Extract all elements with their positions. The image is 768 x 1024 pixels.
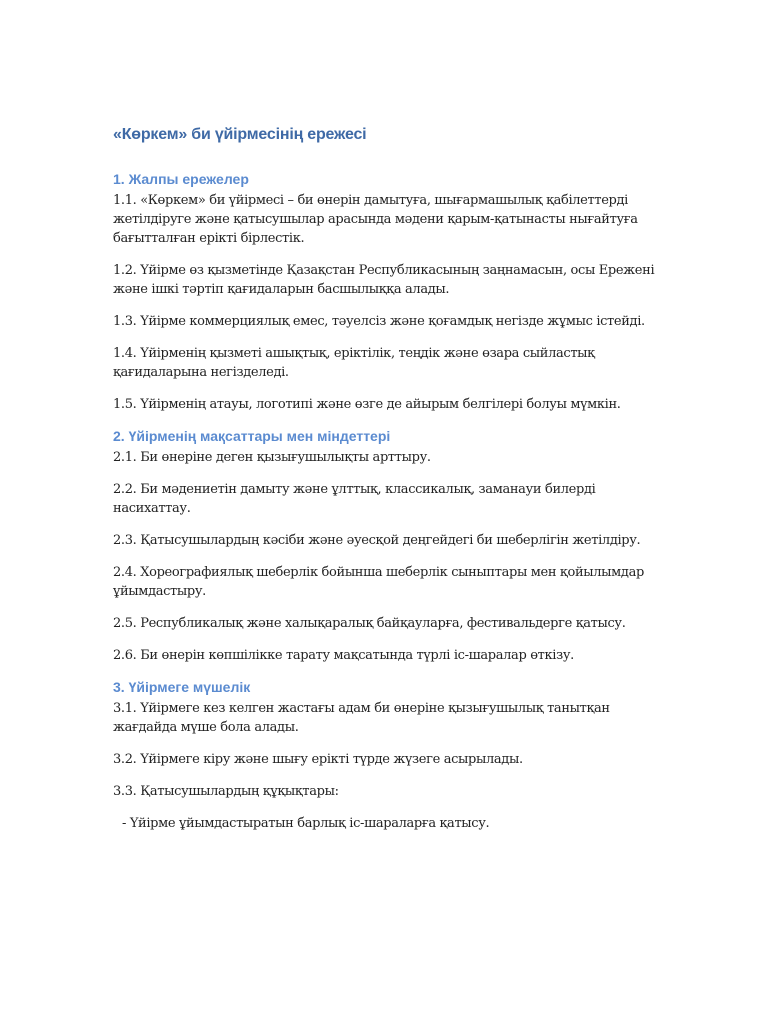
paragraph-2-2: 2.2. Би мәдениетін дамыту және ұлттық, классикалық, заманауи билерді насихаттау.: [113, 482, 596, 516]
paragraph-2-1: 2.1. Би өнеріне деген қызығушылықты арттыру.: [113, 450, 431, 465]
paragraph-3-3: 3.3. Қатысушылардың құқықтары:: [113, 784, 339, 799]
paragraph-1-4: 1.4. Үйірменің қызметі ашықтық, еріктілік, теңдік және өзара сыйластық қағидаларына негізделеді.: [113, 346, 595, 380]
section-membership: [113, 678, 658, 833]
section-goals-and-tasks: [113, 427, 658, 665]
paragraph-3-1: 3.1. Үйірмеге кез келген жастағы адам би өнеріне қызығушылық танытқан жағдайда мүше бола алады.: [113, 701, 610, 735]
paragraph-1-1: 1.1. «Көркем» би үйірмесі – би өнерін дамытуға, шығармашылық қабілеттерді жетілдіруге және қатысушылар арасында мәдени қарым-қатынасты нығайтуға бағытталған ерікті бірлестік.: [113, 193, 638, 246]
paragraph-1-5: 1.5. Үйірменің атауы, логотипі және өзге де айырым белгілері болуы мүмкін.: [113, 397, 621, 412]
paragraph-3-2: 3.2. Үйірмеге кіру және шығу ерікті түрде жүзеге асырылады.: [113, 752, 523, 767]
section-heading: 2. Үйірменің мақсаттары мен міндеттері: [113, 428, 391, 444]
paragraph-2-5: 2.5. Республикалық және халықаралық байқауларға, фестивальдерге қатысу.: [113, 616, 626, 631]
bullet-item: - Үйірме ұйымдастыратын барлық іс-шараларға қатысу.: [122, 816, 490, 831]
section-heading: 3. Үйірмеге мүшелік: [113, 679, 251, 695]
section-general-provisions: [113, 170, 658, 414]
paragraph-1-2: 1.2. Үйірме өз қызметінде Қазақстан Республикасының заңнамасын, осы Ережені және ішкі тәртіп қағидаларын басшылыққа алады.: [113, 263, 655, 297]
paragraph-2-6: 2.6. Би өнерін көпшілікке тарату мақсатында түрлі іс-шаралар өткізу.: [113, 648, 574, 663]
paragraph-2-4: 2.4. Хореографиялық шеберлік бойынша шеберлік сыныптары мен қойылымдар ұйымдастыру.: [113, 565, 644, 599]
paragraph-2-3: 2.3. Қатысушылардың кәсіби және әуесқой деңгейдегі би шеберлігін жетілдіру.: [113, 533, 641, 548]
section-heading: 1. Жалпы ережелер: [113, 171, 249, 187]
document-title: «Көркем» би үйірмесінің ережесі: [113, 126, 367, 143]
paragraph-1-3: 1.3. Үйірме коммерциялық емес, тәуелсіз және қоғамдық негізде жұмыс істейді.: [113, 314, 645, 329]
document-page: [113, 124, 658, 833]
